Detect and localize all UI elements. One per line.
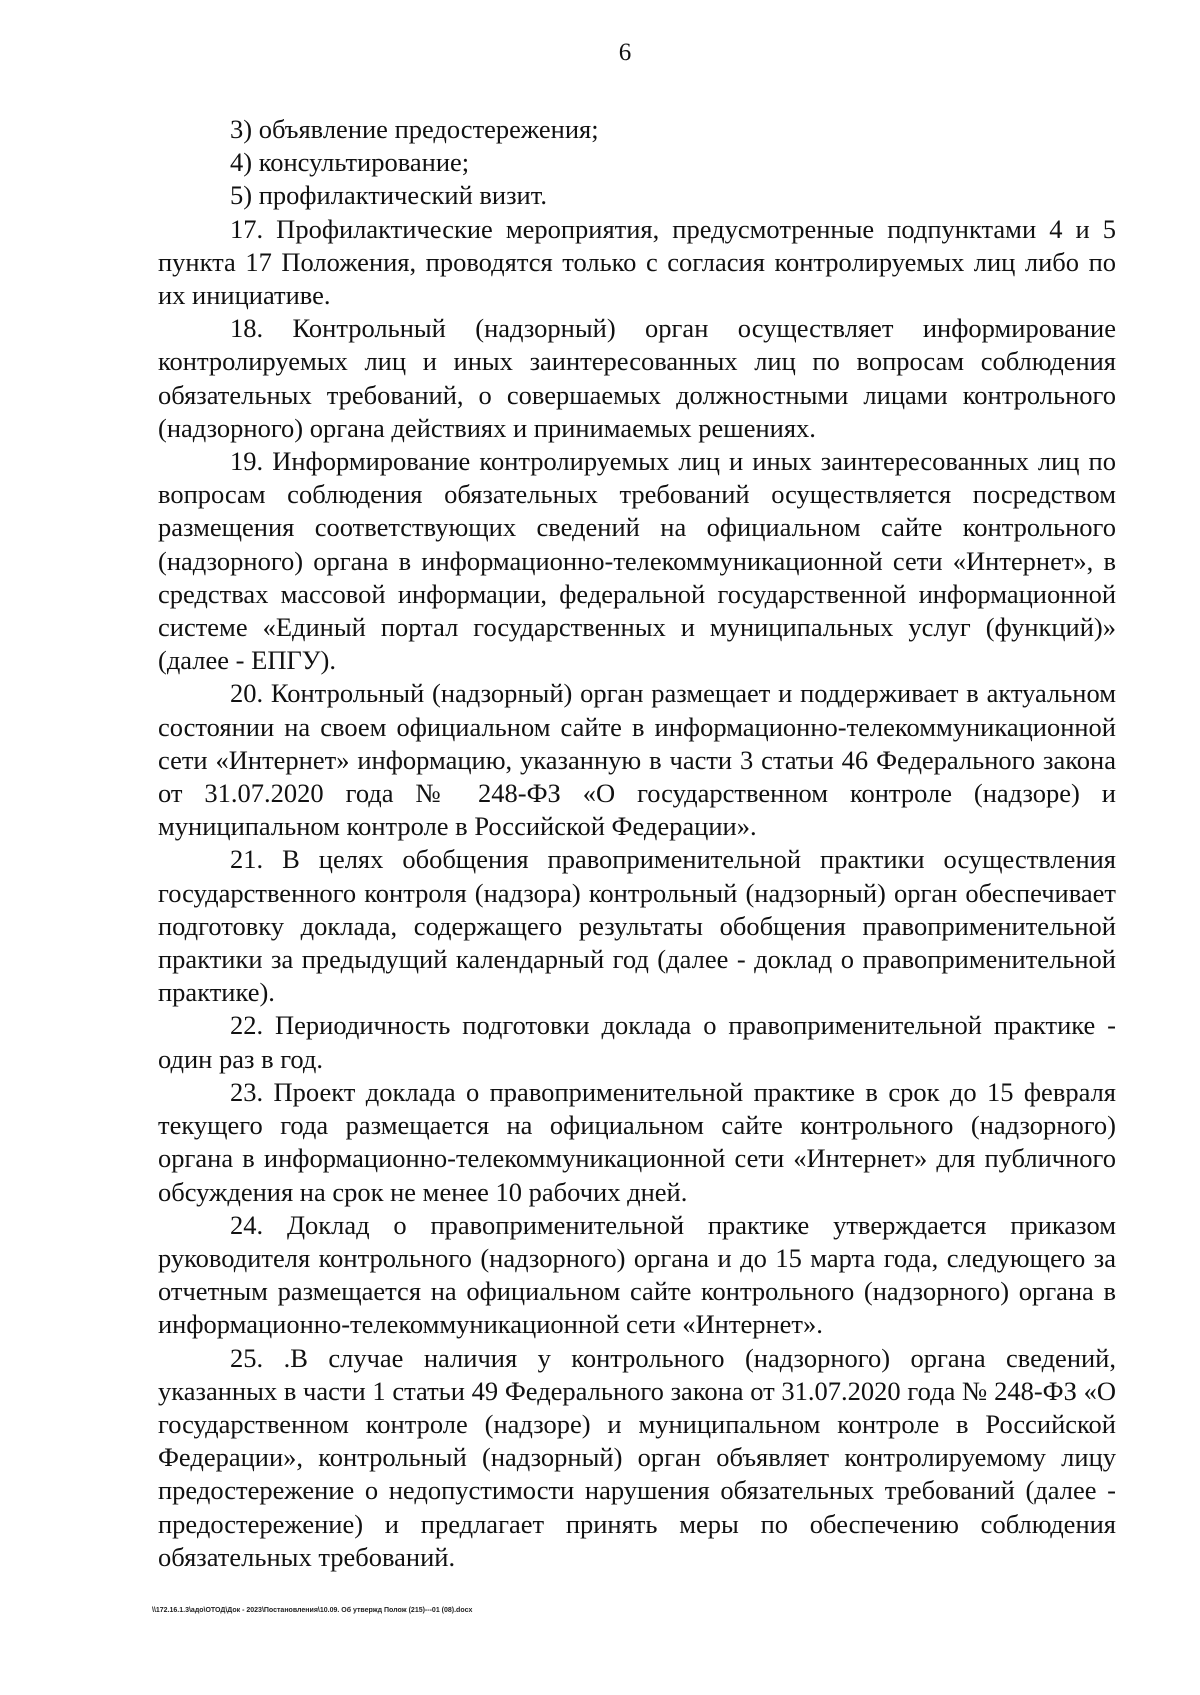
list-item-3: 3) объявление предостережения; — [230, 114, 599, 144]
list-item-5: 5) профилактический визит. — [230, 180, 547, 211]
paragraph-18: 18. Контрольный (надзорный) орган осуществляет информирование контролируемых лиц и иных заинтересованных лиц по вопросам соблюдения обязательных требований, о совершаемых должностными лицами контрольного (надзорного) органа действиях и принимаемых решениях. — [158, 313, 1116, 443]
paragraph-19: 19. Информирование контролируемых лиц и иных заинтересованных лиц по вопросам соблюдения обязательных требований осуществляется посредством размещения соответствующих сведений на официальном сайте контрольного (надзорного) органа в информационно-телекоммуникационной сети «Интернет», в средствах массовой информации, федеральной государственной информационной системе «Единый портал государственных и муниципальных услуг (функций)» (далее - ЕПГУ). — [158, 446, 1116, 676]
paragraph-21: 21. В целях обобщения правоприменительной практики осуществления государственного контроля (надзора) контрольный (надзорный) орган обеспечивает подготовку доклада, содержащего результаты обобщения правоприменительной практики за предыдущий календарный год (далее - доклад о правоприменительной практике). — [158, 844, 1116, 1008]
paragraph-22: 22. Периодичность подготовки доклада о правоприменительной практике - один раз в год. — [158, 1010, 1116, 1074]
paragraph-24: 24. Доклад о правоприменительной практике утверждается приказом руководителя контрольного (надзорного) органа и до 15 марта года, следующего за отчетным размещается на официальном сайте контрольного (надзорного) органа в информационно-телекоммуникационной сети «Интернет». — [158, 1209, 1116, 1340]
page-number: 6 — [618, 39, 632, 66]
document-body — [158, 113, 1116, 1574]
list-item-4: 4) консультирование; — [230, 147, 470, 178]
paragraph-17: 17. Профилактические мероприятия, предусмотренные подпунктами 4 и 5 пункта 17 Положения, проводятся только с согласия контролируемых лиц либо по их инициативе. — [158, 213, 1116, 311]
paragraph-23: 23. Проект доклада о правоприменительной практике в срок до 15 февраля текущего года размещается на официальном сайте контрольного (надзорного) органа в информационно-телекоммуникационной сети «Интернет» для публичного обсуждения на срок не менее 10 рабочих дней. — [158, 1076, 1116, 1207]
paragraph-25: 25. .В случае наличия у контрольного (надзорного) органа сведений, указанных в части 1 статьи 49 Федерального закона от 31.07.2020 года № 248-ФЗ «О государственном контроле (надзоре) и муниципальном контроле в Российской Федерации», контрольный (надзорный) орган объявляет контролируемому лицу предостережение о недопустимости нарушения обязательных требований (далее - предостережение) и предлагает принять меры по обеспечению соблюдения обязательных требований. — [158, 1342, 1116, 1572]
footer-file-path: \\172.16.1.3\адо\ОТОД\Док - 2023\Постановления\10.09. Об утвержд Полож (215)---01 (08).docx — [152, 1607, 473, 1614]
paragraph-20: 20. Контрольный (надзорный) орган размещает и поддерживает в актуальном состоянии на своем официальном сайте в информационно-телекоммуникационной сети «Интернет» информацию, указанную в части 3 статьи 46 Федерального закона от 31.07.2020 года № 248-ФЗ «О государственном контроле (надзоре) и муниципальном контроле в Российской Федерации». — [158, 678, 1116, 842]
